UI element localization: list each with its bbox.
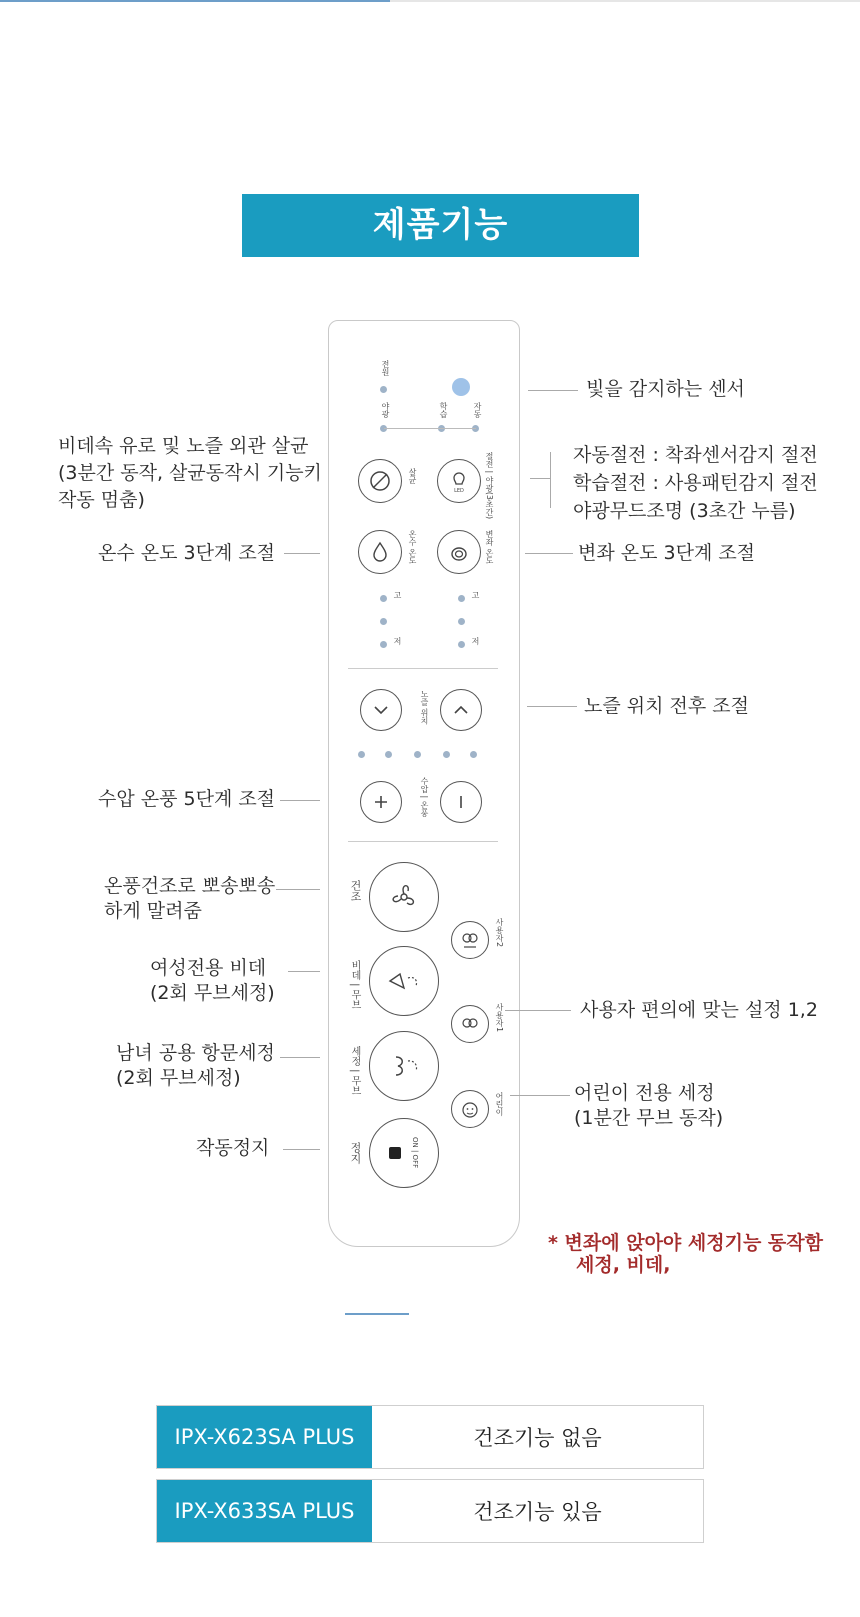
wash-button[interactable]: [369, 1031, 439, 1101]
sensor-desc: 빛을 감지하는 센서: [586, 378, 745, 400]
dry-button[interactable]: [369, 862, 439, 932]
bulb-icon: [446, 468, 472, 494]
user2-button[interactable]: [451, 921, 489, 959]
model-desc: 건조기능 없음: [473, 1426, 602, 1450]
wash-desc-1: 남녀 공용 항문세정: [116, 1042, 275, 1064]
level-dot-4: [443, 751, 450, 758]
callout-line: [280, 1057, 320, 1058]
level-dot-2: [385, 751, 392, 758]
model-name: IPX-X623SA PLUS: [157, 1406, 372, 1468]
stop-square-icon: [389, 1147, 401, 1159]
water-level-high: [380, 595, 387, 602]
stop-label: 정지: [349, 1142, 362, 1164]
note-line-2: 세정, 비데,: [576, 1254, 671, 1276]
seat-icon: [447, 540, 471, 564]
water-level-mid: [380, 618, 387, 625]
stop-desc: 작동정지: [196, 1137, 270, 1159]
model-row: [156, 1479, 704, 1543]
pressure-desc: 수압 온풍 5단계 조절: [98, 788, 276, 810]
sterilize-icon: [367, 468, 393, 494]
water-temp-button[interactable]: [358, 530, 402, 574]
water-temp-desc: 온수 온도 3단계 조절: [98, 542, 276, 564]
callout-line: [284, 553, 320, 554]
user1-label: 사용자1: [495, 1003, 504, 1033]
level-dot-3: [414, 751, 421, 758]
wash-desc-2: (2회 무브세정): [116, 1067, 241, 1089]
power-indicator: [380, 386, 387, 393]
child-desc-2: (1분간 무브 동작): [574, 1107, 724, 1129]
model-name: IPX-X633SA PLUS: [157, 1480, 372, 1542]
callout-bracket: [550, 452, 551, 508]
short-divider: [345, 1313, 409, 1315]
seat-temp-desc: 변좌 온도 3단계 조절: [578, 542, 756, 564]
wash-icon: [384, 1051, 424, 1081]
light-sensor: [452, 378, 470, 396]
child-desc-1: 어린이 전용 세정: [574, 1082, 715, 1104]
user-desc: 사용자 편의에 맞는 설정 1,2: [580, 999, 818, 1021]
pressure-minus-button[interactable]: [440, 781, 482, 823]
seat-level-high: [458, 595, 465, 602]
sterilize-desc-3: 작동 멈춤): [58, 489, 145, 511]
model-desc: 건조기능 있음: [473, 1500, 602, 1524]
nozzle-label: 노즐 위치: [420, 690, 429, 725]
power-save-label: 절전 | 야광(3초간): [485, 452, 494, 520]
auto-label: 자동: [473, 402, 482, 418]
seat-temp-button[interactable]: [437, 530, 481, 574]
separator: [348, 841, 498, 842]
chevron-up-icon: [452, 701, 470, 719]
bidet-button[interactable]: [369, 946, 439, 1016]
callout-line: [288, 971, 320, 972]
seat-level-mid: [458, 618, 465, 625]
seat-level-low: [458, 641, 465, 648]
dry-desc-1: 온풍건조로 뽀송뽀송: [104, 875, 276, 897]
level-dot-5: [470, 751, 477, 758]
powersave-desc-3: 야광무드조명 (3초간 누름): [573, 500, 796, 522]
water-level-low: [380, 641, 387, 648]
onoff-label: ON | OFF: [411, 1137, 419, 1169]
child-face-icon: [459, 1098, 481, 1120]
indicator-line: [384, 428, 476, 429]
pressure-plus-button[interactable]: [360, 781, 402, 823]
user2-icon: [460, 930, 480, 950]
bidet-label: 비데 | 무브: [349, 960, 360, 1010]
seat-temp-label: 변좌 온도: [485, 530, 494, 565]
nozzle-desc: 노즐 위치 전후 조절: [584, 695, 749, 717]
top-divider-light: [390, 0, 860, 2]
callout-line: [505, 1010, 571, 1011]
nozzle-back-button[interactable]: [360, 689, 402, 731]
chevron-down-icon: [372, 701, 390, 719]
sterilize-desc-1: 비데속 유로 및 노즐 외관 살균: [58, 435, 309, 457]
pressure-label: 수압 | 온풍: [420, 777, 429, 817]
powersave-desc-2: 학습절전 : 사용패턴감지 절전: [573, 472, 818, 494]
callout-line: [283, 1149, 320, 1150]
seat-high-label: 고: [471, 591, 480, 599]
plus-icon: [372, 793, 390, 811]
power-label: 전원: [381, 360, 390, 376]
top-divider: [0, 0, 390, 2]
callout-line: [276, 889, 320, 890]
callout-line: [510, 1095, 570, 1096]
nozzle-forward-button[interactable]: [440, 689, 482, 731]
water-high-label: 고: [393, 591, 402, 599]
callout-line: [528, 390, 578, 391]
bidet-icon: [384, 966, 424, 996]
sterilize-button[interactable]: [358, 459, 402, 503]
powersave-desc-1: 자동절전 : 착좌센서감지 절전: [573, 444, 818, 466]
note-line-1: * 변좌에 앉아야 세정기능 동작함: [548, 1232, 823, 1254]
sterilize-desc-2: (3분간 동작, 살균동작시 기능키: [58, 462, 322, 484]
child-label: 어린이: [495, 1092, 504, 1116]
sterilize-label: 살균: [408, 468, 417, 484]
learn-label: 학습: [439, 402, 448, 418]
callout-line: [280, 800, 320, 801]
night-label: 야광: [381, 402, 390, 418]
callout-line: [525, 553, 573, 554]
child-button[interactable]: [451, 1090, 489, 1128]
bidet-desc-2: (2회 무브세정): [150, 982, 275, 1004]
seat-low-label: 저: [471, 637, 480, 645]
water-low-label: 저: [393, 637, 402, 645]
wash-label: 세정 | 무브: [349, 1046, 360, 1096]
level-dot-1: [358, 751, 365, 758]
bidet-desc-1: 여성전용 비데: [150, 957, 267, 979]
section-title: 제품기능: [242, 194, 639, 257]
fan-icon: [386, 879, 422, 915]
separator: [348, 668, 498, 669]
user2-label: 사용자2: [495, 918, 504, 948]
power-save-button[interactable]: [437, 459, 481, 503]
user1-icon: [460, 1014, 480, 1034]
callout-line: [530, 478, 550, 479]
callout-line: [527, 706, 577, 707]
dry-label: 건조: [349, 880, 362, 902]
dry-desc-2: 하게 말려줌: [104, 900, 202, 922]
user1-button[interactable]: [451, 1005, 489, 1043]
minus-icon: [452, 793, 470, 811]
water-temp-label: 온수 온도: [408, 530, 417, 565]
stop-button[interactable]: [369, 1118, 439, 1188]
model-row: [156, 1405, 704, 1469]
svg-text:LED: LED: [454, 488, 464, 494]
water-drop-icon: [368, 540, 392, 564]
